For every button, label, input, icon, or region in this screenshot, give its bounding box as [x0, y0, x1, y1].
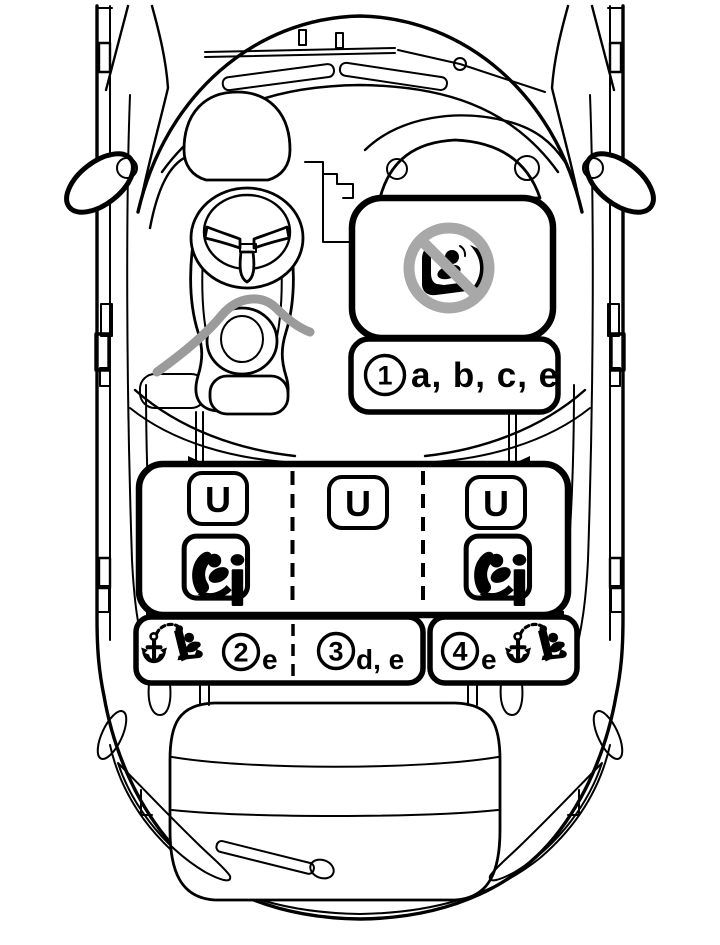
position-3-codes: d, e: [356, 644, 405, 675]
passenger-seat-top: [380, 140, 540, 198]
door-hinge-right-rear: [610, 558, 623, 612]
steering-column: [240, 252, 254, 282]
position-2-3-box: [136, 617, 423, 683]
door-hinge-left-front: [99, 43, 110, 72]
rear-hatch: [149, 684, 523, 900]
position-4-number: 4: [452, 636, 468, 667]
position-1-label-box: [351, 339, 559, 412]
approval-u-right: U: [483, 483, 509, 524]
approval-u-center: U: [345, 483, 371, 524]
right-mirror: [576, 142, 663, 223]
position-3-number: 3: [328, 636, 344, 667]
seat-cushion: [210, 376, 288, 414]
position-4-codes: e: [481, 644, 497, 675]
position-2-number: 2: [233, 637, 249, 668]
isize-child-seat-icon-right: [466, 536, 529, 606]
door-hinge-left-rear: [97, 558, 110, 612]
isize-child-seat-icon-left: [184, 536, 247, 606]
left-mirror: [56, 142, 143, 223]
door-hinge-right-front: [610, 43, 621, 72]
approval-u-left: U: [205, 479, 231, 520]
position-1-codes: a, b, c, e: [411, 356, 560, 395]
rear-bench-box: [139, 456, 568, 615]
position-4-box: [430, 617, 577, 683]
steering-wheel: [191, 188, 303, 288]
position-2-codes: e: [262, 644, 278, 675]
instrument-cowl: [184, 92, 290, 180]
position-1-number: 1: [377, 360, 393, 391]
front-airbag-warning-box: [352, 198, 553, 338]
